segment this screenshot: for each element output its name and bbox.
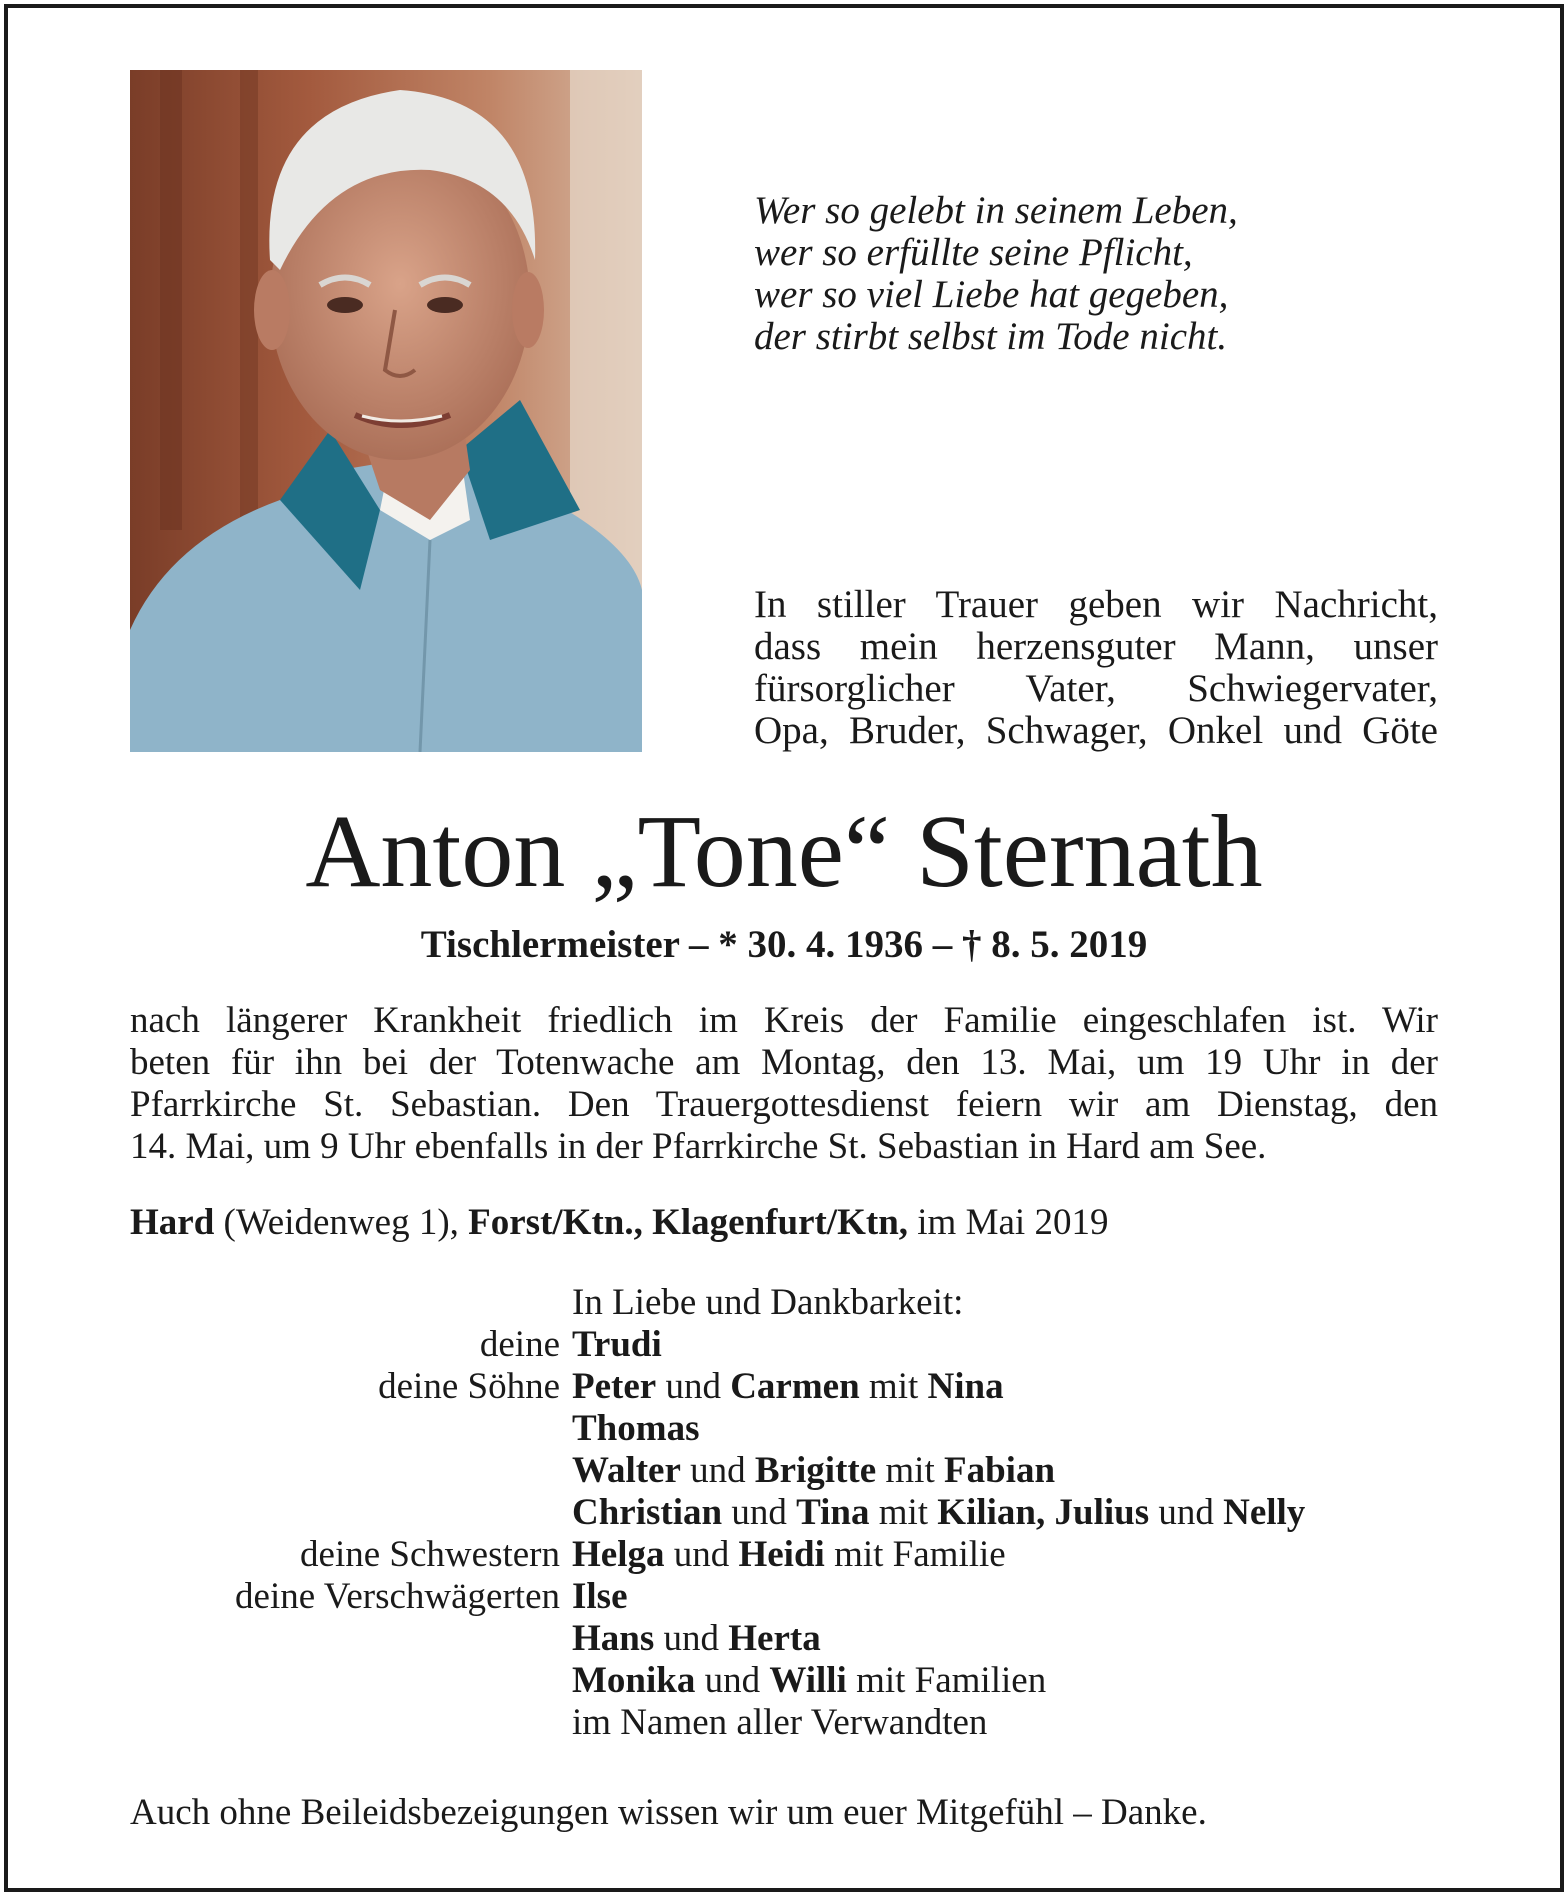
mourner-name: Willi <box>769 1660 847 1701</box>
mourner-name: Trudi <box>572 1324 662 1365</box>
poem-line: wer so erfüllte seine Pflicht, <box>754 231 1193 274</box>
mourner-name: Heidi <box>738 1534 825 1575</box>
relation-label: deine Verschwägerten <box>235 1576 560 1617</box>
poem-line: Wer so gelebt in seinem Leben, <box>754 189 1238 232</box>
mourner-row <box>0 1408 1568 1450</box>
portrait-photo <box>130 70 642 752</box>
mourner-names <box>572 1408 699 1450</box>
connector-text: und <box>680 1450 755 1491</box>
poem-line: der stirbt selbst im Tode nicht. <box>754 315 1228 358</box>
mourner-row <box>0 1492 1568 1534</box>
place-address: (Weidenweg 1), <box>214 1202 469 1243</box>
body-line: beten für ihn bei der Totenwache am Montag, den 13. Mai, um 19 Uhr in der <box>130 1042 1438 1083</box>
mourner-name: Helga <box>572 1534 665 1575</box>
mourners-heading-row <box>0 1282 1568 1324</box>
mourner-names <box>572 1576 628 1618</box>
body-line: 14. Mai, um 9 Uhr ebenfalls in der Pfarrkirche St. Sebastian in Hard am See. <box>130 1126 1267 1167</box>
connector-text: im Namen aller Verwandten <box>572 1702 988 1743</box>
mourner-names <box>572 1702 987 1744</box>
mourner-row <box>0 1324 1568 1366</box>
place-other-towns: Forst/Ktn., Klagenfurt/Ktn, <box>468 1202 909 1243</box>
mourner-row <box>0 1576 1568 1618</box>
mourner-names <box>572 1492 1305 1534</box>
connector-text: und <box>654 1618 729 1659</box>
mourner-row <box>0 1534 1568 1576</box>
place-date: im Mai 2019 <box>908 1202 1109 1243</box>
connector-text: mit <box>876 1450 944 1491</box>
relation-label: deine Söhne <box>378 1366 560 1407</box>
mourner-name: Ilse <box>572 1576 628 1617</box>
mourner-name: Christian <box>572 1492 723 1533</box>
body-line: Pfarrkirche St. Sebastian. Den Trauergottesdienst feiern wir am Dienstag, den <box>130 1084 1438 1125</box>
relation-label: deine <box>479 1324 560 1365</box>
mourner-rows <box>0 1324 1568 1744</box>
poem-line: wer so viel Liebe hat gegeben, <box>754 273 1229 316</box>
mourners-heading: In Liebe und Dankbarkeit: <box>572 1282 964 1323</box>
connector-text: mit <box>859 1366 928 1407</box>
connector-text: mit Familie <box>824 1534 1006 1575</box>
mourner-name: Hans <box>572 1618 655 1659</box>
place-hard: Hard <box>130 1202 215 1243</box>
mourner-names <box>572 1366 1004 1408</box>
connector-text: und <box>722 1492 797 1533</box>
mourner-row <box>0 1702 1568 1744</box>
mourner-name: Fabian <box>943 1450 1056 1491</box>
mourner-row <box>0 1366 1568 1408</box>
intro-line: dass mein herzensguter Mann, unser <box>754 625 1438 668</box>
closing-line: Auch ohne Beileidsbezeigungen wissen wir um euer Mitgefühl – Danke. <box>130 1792 1207 1833</box>
mourner-name: Carmen <box>730 1366 860 1407</box>
body-line: nach längerer Krankheit friedlich im Kreis der Familie eingeschlafen ist. Wir <box>130 1000 1438 1041</box>
mourner-name: Walter <box>572 1450 681 1491</box>
profession-and-dates: Tischlermeister – * 30. 4. 1936 – † 8. 5. 2019 <box>420 923 1148 966</box>
mourner-row <box>0 1618 1568 1660</box>
deceased-name: Anton „Tone“ Sternath <box>305 794 1263 909</box>
announcement-intro <box>754 584 1438 752</box>
connector-text: und <box>656 1366 731 1407</box>
mourner-names <box>572 1324 662 1366</box>
mourner-name: Kilian, Julius <box>937 1492 1150 1533</box>
mourner-names <box>572 1450 1055 1492</box>
connector-text: und <box>1149 1492 1224 1533</box>
intro-line: fürsorglicher Vater, Schwiegervater, <box>754 667 1438 710</box>
connector-text: und <box>664 1534 739 1575</box>
mourner-name: Tina <box>796 1492 870 1533</box>
mourner-name: Herta <box>728 1618 821 1659</box>
mourner-name: Peter <box>572 1366 657 1407</box>
intro-line: Opa, Bruder, Schwager, Onkel und Göte <box>754 709 1438 752</box>
mourners-list <box>0 1282 1568 1744</box>
service-details <box>130 1000 1438 1168</box>
relation-label: deine Schwestern <box>300 1534 560 1575</box>
memorial-poem <box>754 190 1454 358</box>
connector-text: mit <box>869 1492 938 1533</box>
connector-text: mit Familien <box>846 1660 1047 1701</box>
mourner-name: Thomas <box>572 1408 700 1449</box>
mourner-name: Nelly <box>1223 1492 1306 1533</box>
connector-text: und <box>695 1660 770 1701</box>
mourner-names <box>572 1618 821 1660</box>
mourner-name: Monika <box>572 1660 696 1701</box>
mourner-names <box>572 1534 1006 1576</box>
mourner-name: Nina <box>927 1366 1004 1407</box>
mourner-row <box>0 1660 1568 1702</box>
place-and-date <box>130 1202 1450 1244</box>
mourner-names <box>572 1660 1046 1702</box>
mourner-row <box>0 1450 1568 1492</box>
mourner-name: Brigitte <box>754 1450 877 1491</box>
intro-line: In stiller Trauer geben wir Nachricht, <box>754 583 1438 626</box>
